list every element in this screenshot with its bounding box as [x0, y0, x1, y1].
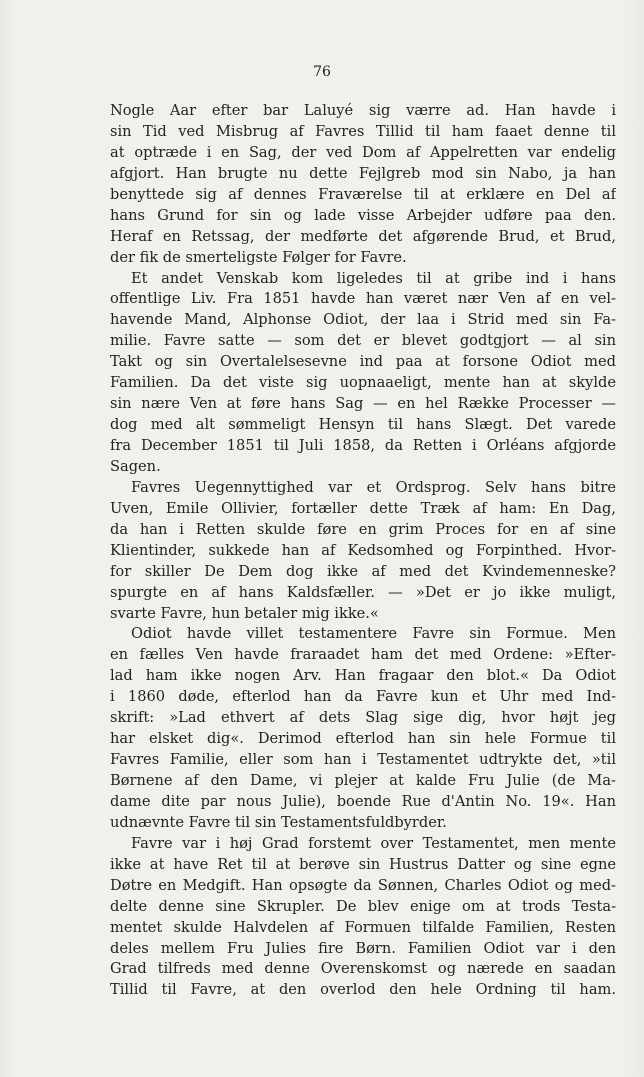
text-line: havende Mand, Alphonse Odiot, der laa i Strid med sin Fa-	[110, 311, 616, 329]
text-line: hans Grund for sin og lade visse Arbejder udføre paa den.	[110, 206, 616, 224]
text-line: en fælles Ven havde fraraadet ham det med Ordene: »Efter-	[110, 646, 616, 664]
text-line: Favres Familie, eller som han i Testamentet udtrykte det, »til	[110, 751, 616, 769]
text-line: Klientinder, sukkede han af Kedsomhed og Forpinthed. Hvor-	[110, 541, 616, 559]
text-line: Sagen.	[110, 457, 161, 475]
text-line: Børnene af den Dame, vi plejer at kalde Fru Julie (de Ma-	[110, 772, 616, 789]
text-line: milie. Favre satte — som det er blevet godtgjort — al sin	[110, 332, 616, 350]
text-line: offentlige Liv. Fra 1851 havde han været nær Ven af en vel-	[110, 290, 616, 308]
text-line: spurgte en af hans Kaldsfæller. — »Det er jo ikke muligt,	[110, 583, 616, 601]
text-line: Favre var i høj Grad forstemt over Testamentet, men mente	[131, 834, 616, 852]
text-line: Grad tilfreds med denne Overenskomst og nærede en saadan	[110, 960, 616, 978]
text-line: har elsket dig«. Derimod efterlod han sin hele Formue til	[110, 730, 616, 748]
text-line: fra December 1851 til Juli 1858, da Retten i Orléans afgjorde	[110, 437, 616, 454]
text-line: Døtre en Medgift. Han opsøgte da Sønnen, Charles Odiot og med-	[110, 876, 616, 894]
text-line: Favres Uegennyttighed var et Ordsprog. Selv hans bitre	[131, 478, 616, 496]
text-line: da han i Retten skulde føre en grim Proces for en af sine	[110, 520, 616, 538]
text-line: deles mellem Fru Julies fire Børn. Familien Odiot var i den	[110, 939, 616, 957]
text-line: mentet skulde Halvdelen af Formuen tilfalde Familien, Resten	[110, 918, 616, 936]
text-line: i 1860 døde, efterlod han da Favre kun et Uhr med Ind-	[110, 688, 616, 706]
text-line: at optræde i en Sag, der ved Dom af Appelretten var endelig	[110, 143, 616, 161]
text-line: Heraf en Retssag, der medførte det afgørende Brud, et Brud,	[110, 227, 616, 245]
text-line: delte denne sine Skrupler. De blev enige om at trods Testa-	[110, 897, 616, 915]
text-line: der fik de smerteligste Følger for Favre.	[110, 248, 407, 266]
text-line: udnævnte Favre til sin Testamentsfuldbyrder.	[110, 813, 447, 831]
text-line: Et andet Venskab kom ligeledes til at gribe ind i hans	[131, 269, 616, 287]
text-line: Familien. Da det viste sig uopnaaeligt, mente han at skylde	[110, 374, 616, 392]
text-line: Takt og sin Overtalelsesevne ind paa at forsone Odiot med	[110, 353, 616, 371]
body-text	[110, 101, 616, 1001]
text-line: afgjort. Han brugte nu dette Fejlgreb mod sin Nabo, ja han	[110, 164, 616, 182]
text-line: sin Tid ved Misbrug af Favres Tillid til ham faaet denne til	[110, 122, 616, 140]
text-line: lad ham ikke nogen Arv. Han fragaar den blot.« Da Odiot	[110, 667, 616, 685]
text-line: Nogle Aar efter bar Laluyé sig værre ad. Han havde i	[110, 102, 616, 119]
text-line: dog med alt sømmeligt Hensyn til hans Slægt. Det varede	[110, 416, 616, 434]
text-line: benyttede sig af dennes Fraværelse til at erklære en Del af	[110, 185, 616, 203]
text-line: Odiot havde villet testamentere Favre sin Formue. Men	[131, 625, 616, 643]
text-line: ikke at have Ret til at berøve sin Hustrus Datter og sine egne	[110, 855, 616, 873]
text-line: dame dite par nous Julie), boende Rue d'Antin No. 19«. Han	[110, 792, 616, 810]
page-number: 76	[313, 64, 331, 80]
text-line: Uven, Emile Ollivier, fortæller dette Træk af ham: En Dag,	[110, 499, 616, 517]
text-line: sin nære Ven at føre hans Sag — en hel Række Processer —	[110, 395, 616, 413]
text-line: skrift: »Lad ethvert af dets Slag sige dig, hvor højt jeg	[110, 709, 616, 727]
text-line: Tillid til Favre, at den overlod den hele Ordning til ham.	[110, 981, 616, 999]
text-line: svarte Favre, hun betaler mig ikke.«	[110, 604, 379, 622]
text-line: for skiller De Dem dog ikke af med det Kvindemenneske?	[110, 562, 616, 580]
